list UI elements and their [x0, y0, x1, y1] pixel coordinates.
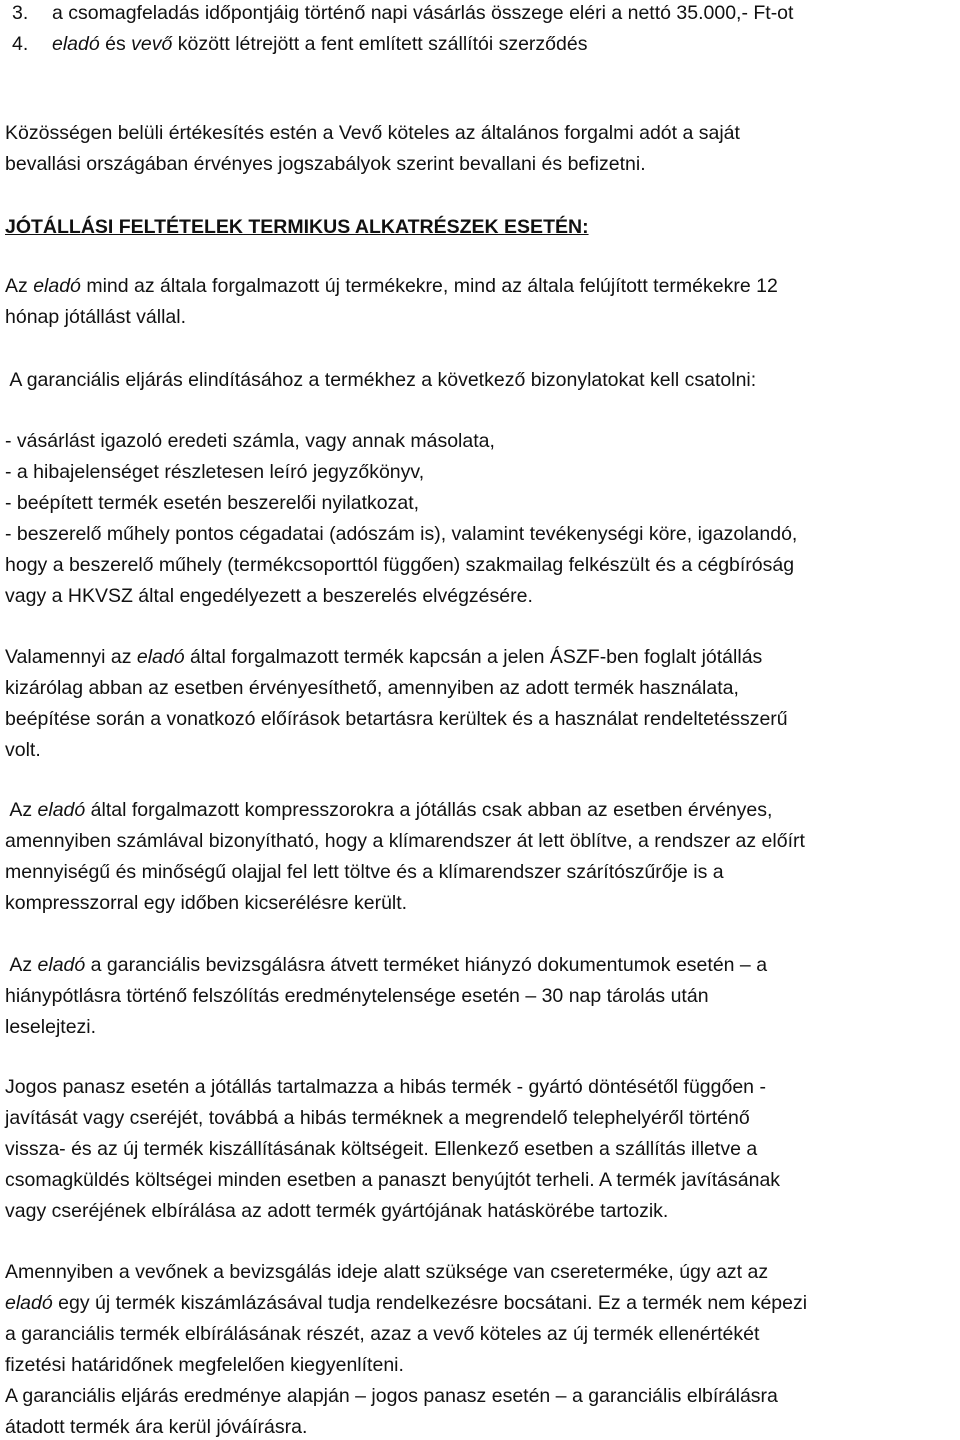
paragraph-line: vagy cseréjének elbírálása az adott termék gyártójának hatáskörébe tartozik.: [5, 1200, 669, 1222]
emphasis-eladó: eladó: [52, 33, 100, 55]
paragraph-line: kompresszorral egy időben kicserélésre került.: [5, 892, 408, 914]
paragraph-line: A garanciális eljárás elindításához a termékhez a következő bizonylatokat kell csatolni:: [5, 369, 757, 391]
text-run: egy új termék kiszámlázásával tudja rendelkezésre bocsátani. Ez a termék nem képezi: [52, 1292, 808, 1314]
paragraph-line: fizetési határidőnek megfelelően kiegyenlíteni.: [5, 1354, 404, 1376]
list-item-3: [12, 1, 794, 25]
paragraph-line: bevallási országában érvényes jogszabályok szerint bevallani és befizetni.: [5, 153, 646, 175]
text-run: által forgalmazott kompresszorokra a jótállás csak abban az esetben érvényes,: [85, 799, 773, 821]
text-run: a garanciális bevizsgálásra átvett terméket hiányzó dokumentumok esetén – a: [85, 954, 768, 976]
paragraph-line: amennyiben számlával bizonyítható, hogy a klímarendszer át lett öblítve, a rendszer az előírt: [5, 830, 805, 852]
emphasis-vevo: vevő: [131, 33, 173, 55]
paragraph-line: [5, 1291, 807, 1315]
text-run: és: [99, 33, 132, 55]
list-number: 3.: [12, 2, 29, 24]
paragraph-line: vissza- és az új termék kiszállításának költségeit. Ellenkező esetben a szállítás illetve a: [5, 1138, 758, 1160]
list-item-4: [12, 32, 588, 56]
text-run: Az: [5, 799, 38, 821]
paragraph-line: Amennyiben a vevőnek a bevizsgálás ideje alatt szüksége van csereterméke, úgy azt az: [5, 1261, 769, 1283]
bullet-line: - a hibajelenséget részletesen leíró jegyzőkönyv,: [5, 461, 425, 483]
paragraph-line: hónap jótállást vállal.: [5, 306, 187, 328]
bullet-line: hogy a beszerelő műhely (termékcsoporttól függően) szakmailag felkészült és a cégbíróság: [5, 554, 795, 576]
paragraph-line: csomagküldés költségei minden esetben a panaszt benyújtót terheli. A termék javításának: [5, 1169, 781, 1191]
text-run: által forgalmazott termék kapcsán a jelen ÁSZF-ben foglalt jótállás: [184, 646, 763, 668]
text-run: mind az általa forgalmazott új termékekre, mind az általa felújított termékekre 12: [80, 275, 778, 297]
paragraph-line: javítását vagy cseréjét, továbbá a hibás terméknek a megrendelő telephelyéről történő: [5, 1107, 750, 1129]
paragraph-line: [5, 274, 778, 298]
emphasis-eladó: eladó: [5, 1292, 53, 1314]
list-text: a csomagfeladás időpontjáig történő napi vásárlás összege eléri a nettó 35.000,- Ft-ot: [52, 2, 794, 24]
paragraph-line: Jogos panasz esetén a jótállás tartalmazza a hibás termék - gyártó döntésétől függően -: [5, 1076, 766, 1098]
bullet-line: vagy a HKVSZ által engedélyezett a beszerelés elvégzésére.: [5, 585, 533, 607]
paragraph-line: a garanciális termék elbírálásának részét, azaz a vevő köteles az új termék ellenértékét: [5, 1323, 760, 1345]
bullet-line: - beszerelő műhely pontos cégadatai (adószám is), valamint tevékenységi köre, igazolandó,: [5, 523, 798, 545]
bullet-line: - beépített termék esetén beszerelői nyilatkozat,: [5, 492, 420, 514]
paragraph-line: [5, 798, 772, 822]
paragraph-line: leselejtezi.: [5, 1016, 97, 1038]
paragraph-line: volt.: [5, 739, 41, 761]
text-run: Az: [5, 275, 34, 297]
paragraph-line: mennyiségű és minőségű olajjal fel lett töltve és a klímarendszer szárítószűrője is a: [5, 861, 724, 883]
emphasis-eladó: eladó: [136, 646, 185, 668]
text-run: között létrejött a fent említett szállítói szerződés: [172, 33, 588, 55]
paragraph-line: hiánypótlásra történő felszólítás eredménytelensége esetén – 30 nap tárolás után: [5, 985, 709, 1007]
paragraph-line: [5, 645, 762, 669]
paragraph-line: Közösségen belüli értékesítés estén a Vevő köteles az általános forgalmi adót a saját: [5, 122, 740, 144]
emphasis-eladó: eladó: [37, 954, 86, 976]
emphasis-eladó: eladó: [33, 275, 81, 297]
text-run: Az: [5, 954, 38, 976]
list-number: 4.: [12, 33, 29, 55]
paragraph-line: átadott termék ára kerül jóváírásra.: [5, 1416, 308, 1438]
paragraph-line: [5, 953, 767, 977]
emphasis-eladó: eladó: [37, 799, 86, 821]
bullet-line: - vásárlást igazoló eredeti számla, vagy annak másolata,: [5, 430, 495, 452]
paragraph-line: kizárólag abban az esetben érvényesíthető, amennyiben az adott termék használata,: [5, 677, 739, 699]
paragraph-line: beépítése során a vonatkozó előírások betartásra kerültek és a használat rendeltetésszerű: [5, 708, 788, 730]
section-heading: JÓTÁLLÁSI FELTÉTELEK TERMIKUS ALKATRÉSZEK ESETÉN:: [5, 216, 589, 238]
paragraph-line: A garanciális eljárás eredménye alapján – jogos panasz esetén – a garanciális elbírálásra: [5, 1385, 778, 1407]
text-run: Valamennyi az: [5, 646, 137, 668]
